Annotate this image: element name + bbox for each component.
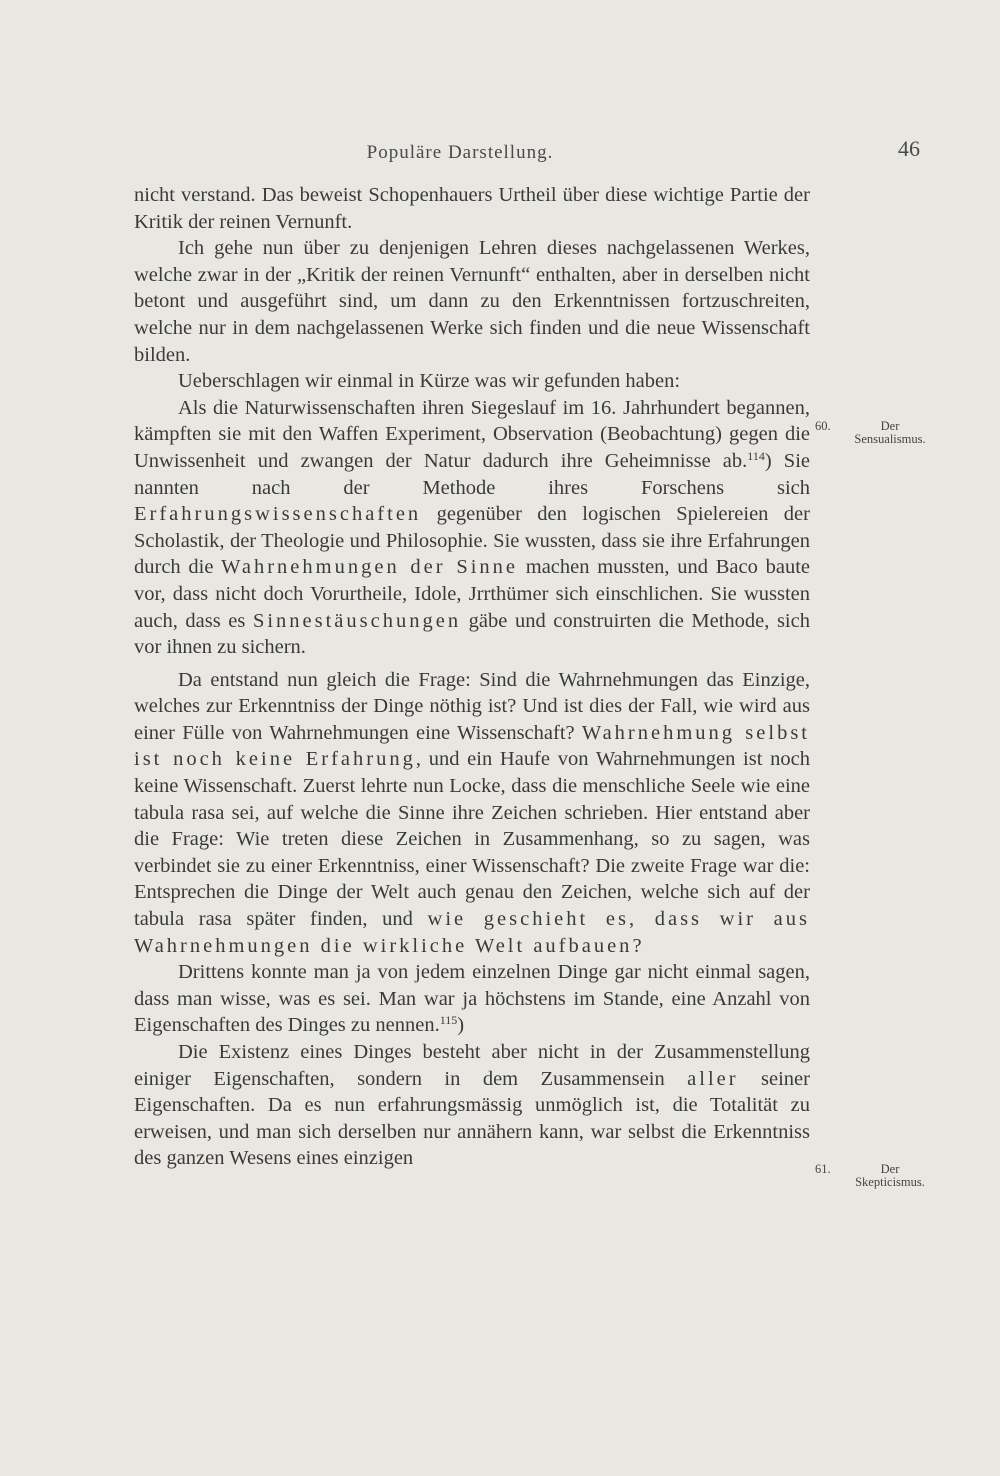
emphasis-text: Erfahrungswissenschaften	[134, 503, 422, 526]
margin-note-label: Der Sensualismus.	[854, 419, 926, 446]
paragraph: Ueberschlagen wir einmal in Kürze was wir gefunden haben:	[178, 370, 681, 393]
paragraph	[134, 1039, 810, 1172]
emphasis-text: Wahrnehmung selbst ist noch keine Erfahrung	[134, 721, 810, 771]
text-run: gäbe und construirten die Methode, sich vor ihnen zu sichern.	[134, 609, 810, 659]
margin-note-number: 60.	[815, 419, 831, 433]
paragraph	[134, 959, 810, 1039]
page-number: 46	[898, 136, 920, 161]
text-run: Die Existenz eines Dinges besteht aber nicht in der Zusammenstellung einiger Eigenschaften, sondern in dem Zusammensein	[134, 1041, 810, 1090]
text-run: machen mussten, und Baco baute vor, dass nicht doch Vorurtheile, Idole, Jrrthümer sich einschlichen. Sie wussten auch, dass es	[134, 556, 810, 632]
text-run: Da entstand nun gleich die Frage: Sind die Wahrnehmungen das Einzige, welches zur Erkenntniss der Dinge nöthig ist? Und ist dies der Fall, wie wird aus einer Fülle von Wahrnehmungen eine Wissenschaft?	[134, 668, 810, 744]
emphasis-text: Wahrnehmungen der Sinne	[221, 556, 519, 579]
footnote-ref: 115	[439, 1013, 458, 1028]
emphasis-text: wie geschieht es, dass wir aus Wahrnehmungen die wirkliche Welt aufbauen	[134, 908, 810, 957]
text-run: , und ein Haufe von Wahrnehmungen ist noch keine Wissenschaft. Zuerst lehrte nun Locke, dass die menschliche Seele wie eine tabula rasa sei, auf welche die Sinne ihre Zeichen schrieben. Hier entstand aber die Frage: Wie treten diese Zeichen in Zusammenhang, so zu sagen, was verbindet sie zu einer Erkenntniss, einer Wissenschaft? Die zweite Frage war die: Entsprechen die Dinge der Welt auch genau den Zeichen, welche sich auf der tabula rasa später finden, und	[134, 748, 810, 931]
paragraph	[134, 667, 810, 960]
footnote-ref: 114	[747, 448, 765, 463]
emphasis-text: Sinnestäuschungen	[252, 609, 462, 632]
text-run: ) Sie nannten nach der Methode ihres Forschens sich	[134, 449, 810, 499]
text-run: Drittens konnte man ja von jedem einzelnen Dinge gar nicht einmal sagen, dass man wisse, was es sei. Man war ja höchstens im Stande, eine Anzahl von Eigenschaften des Dinges zu nennen.	[134, 961, 810, 1037]
margin-note-number: 61.	[815, 1162, 831, 1176]
text-run: )	[457, 1014, 465, 1037]
margin-note-label: Der Skepticismus.	[855, 1162, 925, 1189]
paragraph: Ich gehe nun über zu denjenigen Lehren dieses nachgelassenen Werkes, welche zwar in der „Kritik der reinen Vernunft“ enthalten, aber in derselben nicht betont und ausgeführt sind, um dann zu den Erkenntnissen fortzuschreiten, welche nur in dem nachgelassenen Werke sich finden und die neue Wissenschaft bilden.	[134, 237, 810, 366]
body-text	[134, 182, 810, 1172]
running-title: Populäre Darstellung.	[366, 142, 554, 163]
paragraph	[134, 395, 810, 661]
emphasis-text: aller	[687, 1067, 739, 1090]
text-run: gegenüber den logischen Spielereien der Scholastik, der Theologie und Philosophie. Sie wussten, dass sie ihre Erfahrungen durch die	[134, 503, 810, 579]
text-run: Als die Naturwissenschaften ihren Siegeslauf im 16. Jahrhundert begannen, kämpften sie mit den Waffen Experiment, Observation (Beobachtung) gegen die Unwissenheit und zwangen der Natur dadurch ihre Geheimnisse ab.	[134, 396, 810, 472]
text-run: ?	[632, 934, 642, 957]
text-run: seiner Eigenschaften. Da es nun erfahrungsmässig unmöglich ist, die Totalität zu erweisen, und man sich derselben nur annähern kann, war selbst die Erkenntniss des ganzen Wesens eines einzigen	[134, 1067, 810, 1170]
paragraph: nicht verstand. Das beweist Schopenhauers Urtheil über diese wichtige Partie der Kritik der reinen Vernunft.	[134, 184, 810, 233]
